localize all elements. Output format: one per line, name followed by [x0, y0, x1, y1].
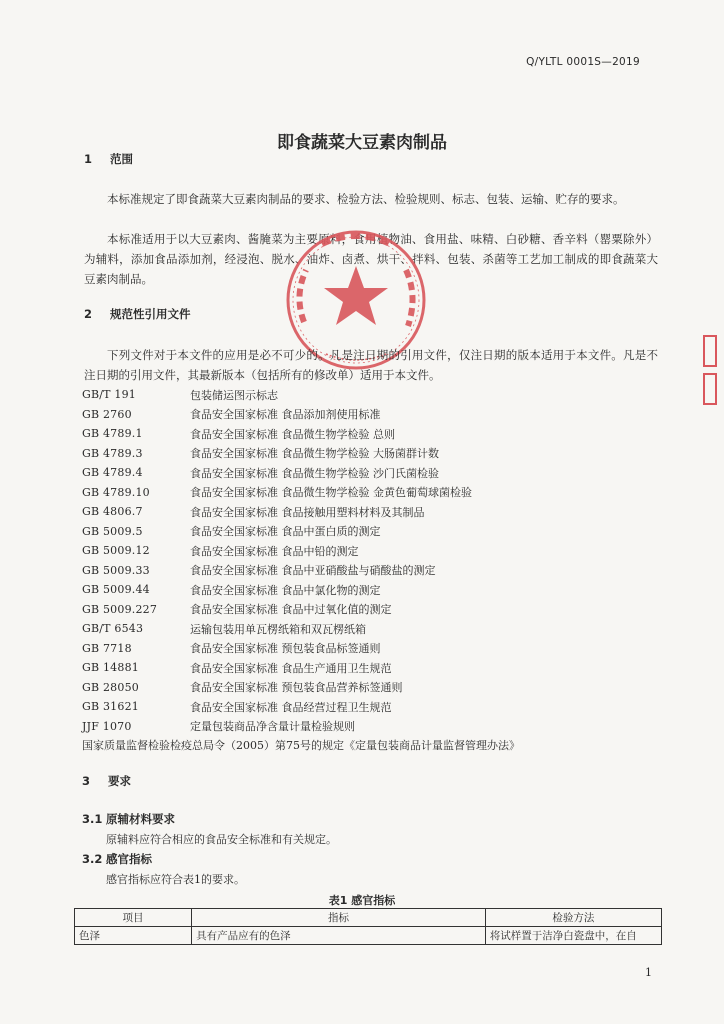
- section-title: 规范性引用文件: [110, 307, 191, 321]
- reference-item: [82, 600, 662, 620]
- reference-title: 定量包装商品净含量计量检验规则: [190, 720, 355, 734]
- reference-code: GB 2760: [82, 407, 132, 421]
- reference-title: 食品安全国家标准 食品中蛋白质的测定: [190, 525, 381, 539]
- reference-code: GB 4789.1: [82, 427, 143, 441]
- subsection-number: 3.2: [82, 852, 103, 866]
- reference-item: [82, 424, 662, 444]
- reference-title: 食品安全国家标准 食品中氯化物的测定: [190, 583, 381, 597]
- table-cell: 具有产品应有的色泽: [192, 927, 486, 945]
- reference-item: [82, 619, 662, 639]
- reference-title: 食品安全国家标准 预包装食品营养标签通则: [190, 681, 403, 695]
- scope-paragraph-2: 本标准适用于以大豆素肉、酱腌菜为主要原料，食用植物油、食用盐、味精、白砂糖、香辛料（罂粟除外）为辅料，添加食品添加剂，经浸泡、脱水、油炸、卤煮、烘干、拌料、包装、杀菌等工艺加工制成的即食蔬菜大豆素肉制品。: [84, 232, 658, 286]
- subsection-3-2-heading: [82, 851, 152, 867]
- reference-item: [82, 561, 662, 581]
- references-note: 国家质量监督检验检疫总局令（2005）第75号的规定《定量包装商品计量监督管理办法》: [82, 739, 520, 752]
- header-cell: 指标: [192, 909, 486, 927]
- reference-title: 食品安全国家标准 食品微生物学检验 金黄色葡萄球菌检验: [190, 486, 472, 500]
- reference-title: 食品安全国家标准 食品接触用塑料材料及其制品: [190, 505, 425, 519]
- reference-title: 食品安全国家标准 食品微生物学检验 沙门氏菌检验: [190, 466, 439, 480]
- reference-code: GB 5009.5: [82, 524, 143, 538]
- table-header-row: [75, 909, 662, 927]
- reference-title: 食品安全国家标准 食品中亚硝酸盐与硝酸盐的测定: [190, 564, 436, 578]
- reference-item: [82, 463, 662, 483]
- reference-title: 食品安全国家标准 食品经营过程卫生规范: [190, 700, 392, 714]
- table-cell: 将试样置于洁净白瓷盘中，在自: [485, 927, 661, 945]
- reference-code: GB 4789.10: [82, 485, 150, 499]
- reference-item: [82, 522, 662, 542]
- reference-title: 食品安全国家标准 预包装食品标签通则: [190, 642, 381, 656]
- reference-code: JJF 1070: [82, 719, 132, 733]
- table-caption: 表1 感官指标: [328, 894, 396, 907]
- reference-item: [82, 385, 662, 405]
- reference-title: 食品安全国家标准 食品微生物学检验 总则: [190, 427, 395, 441]
- reference-title: 运输包装用单瓦楞纸箱和双瓦楞纸箱: [190, 622, 366, 636]
- reference-title: 食品安全国家标准 食品微生物学检验 大肠菌群计数: [190, 447, 439, 461]
- subsection-title: 感官指标: [106, 852, 152, 866]
- reference-title: 食品安全国家标准 食品添加剂使用标准: [190, 408, 381, 422]
- section-2-heading: [84, 306, 191, 322]
- reference-code: GB 4789.3: [82, 446, 143, 460]
- reference-code: GB 14881: [82, 661, 139, 675]
- reference-list: [82, 385, 662, 736]
- reference-item: [82, 697, 662, 717]
- reference-code: GB 5009.12: [82, 544, 150, 558]
- reference-item: [82, 405, 662, 425]
- reference-item: [82, 639, 662, 659]
- reference-code: GB 7718: [82, 641, 132, 655]
- reference-code: GB 4806.7: [82, 505, 143, 519]
- reference-code: GB 4789.4: [82, 466, 143, 480]
- reference-item: [82, 541, 662, 561]
- table-row: [75, 927, 662, 945]
- reference-title: 食品安全国家标准 食品中铅的测定: [190, 544, 359, 558]
- subsection-3-1-heading: [82, 811, 175, 827]
- section-1-heading: [84, 151, 133, 167]
- reference-title: 食品安全国家标准 食品中过氧化值的测定: [190, 603, 392, 617]
- standard-code: Q/YLTL 0001S—2019: [526, 56, 640, 68]
- document-title: 即食蔬菜大豆素肉制品: [277, 133, 447, 153]
- reference-code: GB/T 191: [82, 388, 137, 402]
- section-number: 1: [84, 152, 93, 166]
- reference-item: [82, 483, 662, 503]
- table-cell: 色泽: [75, 927, 192, 945]
- reference-code: GB 28050: [82, 680, 139, 694]
- reference-code: GB 5009.33: [82, 563, 150, 577]
- section-3-heading: [82, 773, 131, 789]
- section-title: 范围: [110, 152, 133, 166]
- reference-item: [82, 502, 662, 522]
- reference-code: GB 31621: [82, 700, 139, 714]
- subsection-3-2-text: 感官指标应符合表1的要求。: [106, 873, 245, 886]
- reference-item: [82, 580, 662, 600]
- scope-paragraph-1: 本标准规定了即食蔬菜大豆素肉制品的要求、检验方法、检验规则、标志、包装、运输、贮存的要求。: [107, 192, 625, 206]
- reference-code: GB 5009.44: [82, 583, 150, 597]
- reference-title: 食品安全国家标准 食品生产通用卫生规范: [190, 661, 392, 675]
- references-intro: 下列文件对于本文件的应用是必不可少的。凡是注日期的引用文件，仅注日期的版本适用于本文件。凡是不注日期的引用文件，其最新版本（包括所有的修改单）适用于本文件。: [84, 348, 658, 382]
- section-number: 2: [84, 307, 93, 321]
- reference-item: [82, 717, 662, 737]
- reference-item: [82, 658, 662, 678]
- subsection-3-1-text: 原辅料应符合相应的食品安全标准和有关规定。: [106, 833, 337, 846]
- section-number: 3: [82, 774, 91, 788]
- subsection-title: 原辅材料要求: [106, 812, 175, 826]
- margin-stamp-icon: [700, 330, 720, 410]
- reference-title: 包装储运图示标志: [190, 388, 278, 402]
- reference-item: [82, 678, 662, 698]
- section-title: 要求: [108, 774, 131, 788]
- sensory-table: [74, 908, 662, 945]
- header-cell: 检验方法: [485, 909, 661, 927]
- reference-code: GB/T 6543: [82, 622, 144, 636]
- reference-item: [82, 444, 662, 464]
- header-cell: 项目: [75, 909, 192, 927]
- subsection-number: 3.1: [82, 812, 103, 826]
- reference-code: GB 5009.227: [82, 602, 158, 616]
- page-number: 1: [645, 966, 652, 979]
